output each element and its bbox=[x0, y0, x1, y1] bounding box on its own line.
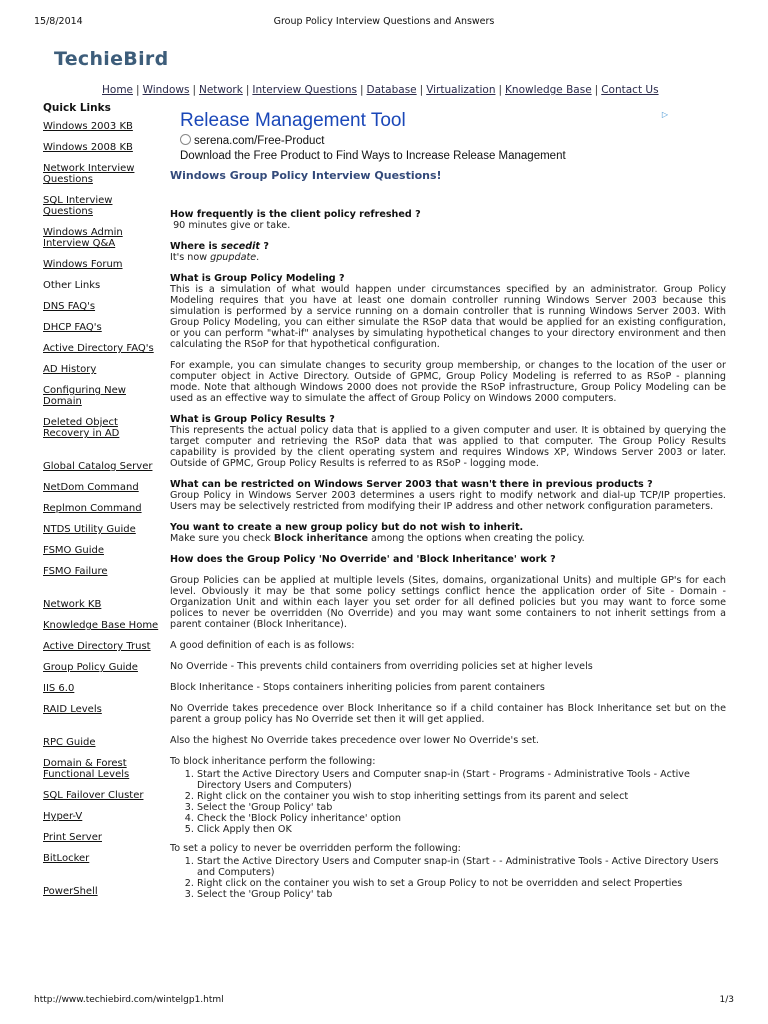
nav-virtualization[interactable]: Virtualization bbox=[426, 84, 496, 96]
advertisement[interactable] bbox=[180, 110, 670, 170]
sidebar-link[interactable]: Group Policy Guide bbox=[43, 662, 138, 673]
sidebar-link[interactable]: FSMO Failure bbox=[43, 566, 108, 577]
sidebar-link[interactable]: SQL Failover Cluster bbox=[43, 790, 144, 801]
qa-block bbox=[170, 209, 726, 231]
sidebar-link[interactable]: Hyper-V bbox=[43, 811, 83, 822]
paragraph bbox=[170, 735, 726, 746]
qa-block bbox=[170, 522, 726, 544]
answer-text-end: among the options when creating the policy. bbox=[368, 533, 585, 544]
answer: To block inheritance perform the following: bbox=[170, 756, 376, 767]
question bbox=[170, 241, 726, 252]
block-inheritance-steps bbox=[170, 769, 726, 835]
answer: No Override - This prevents child containers from overriding policies set at higher levels bbox=[170, 661, 593, 672]
sidebar-link[interactable]: Domain & Forest Functional Levels bbox=[43, 758, 130, 780]
print-header bbox=[0, 16, 768, 30]
adchoices-icon[interactable]: ▷ bbox=[661, 110, 668, 119]
sidebar-link[interactable]: Network Interview Questions bbox=[43, 163, 135, 185]
sidebar-spacer bbox=[43, 587, 161, 599]
question: You want to create a new group policy but do not wish to inherit. bbox=[170, 522, 524, 533]
print-date: 15/8/2014 bbox=[34, 16, 83, 27]
paragraph bbox=[170, 575, 726, 630]
answer-text: It's now bbox=[170, 252, 211, 263]
answer bbox=[170, 533, 726, 544]
nav-home[interactable]: Home bbox=[102, 84, 134, 96]
top-navigation: Home | Windows | Network | Interview Questions | Database | Virtualization | Knowledge Base | Contact Us bbox=[102, 84, 659, 96]
sidebar-spacer bbox=[43, 449, 161, 461]
answer: A good definition of each is as follows: bbox=[170, 640, 355, 651]
sidebar-spacer bbox=[43, 874, 161, 886]
qa-block bbox=[170, 241, 726, 263]
sidebar-spacer bbox=[43, 725, 161, 737]
print-url: http://www.techiebird.com/wintelgp1.html bbox=[34, 995, 224, 1005]
sidebar-link[interactable]: Print Server bbox=[43, 832, 102, 843]
sidebar-link[interactable]: Active Directory FAQ's bbox=[43, 343, 154, 354]
question: What is Group Policy Results ? bbox=[170, 414, 335, 425]
answer: Block Inheritance - Stops containers inheriting policies from parent containers bbox=[170, 682, 545, 693]
sidebar-link[interactable]: SQL Interview Questions bbox=[43, 195, 113, 217]
sidebar-link[interactable]: FSMO Guide bbox=[43, 545, 104, 556]
question: What is Group Policy Modeling ? bbox=[170, 273, 345, 284]
sidebar-link[interactable]: Deleted Object Recovery in AD bbox=[43, 417, 120, 439]
list-item: 1. Start the Active Directory Users and Computer snap-in (Start - - Administrative Tools - Active Directory Users and Computers) bbox=[197, 856, 726, 878]
sidebar-link[interactable]: Network KB bbox=[43, 599, 102, 610]
list-item: 3. Select the 'Group Policy' tab bbox=[197, 802, 726, 813]
qa-block bbox=[170, 479, 726, 512]
qa-block bbox=[170, 414, 726, 469]
sidebar-link[interactable]: Windows 2008 KB bbox=[43, 142, 133, 153]
question: How frequently is the client policy refreshed ? bbox=[170, 209, 421, 220]
list-item: 5. Click Apply then OK bbox=[197, 824, 726, 835]
ad-url[interactable] bbox=[180, 134, 670, 147]
sidebar-link[interactable]: NetDom Command bbox=[43, 482, 139, 493]
paragraph bbox=[170, 661, 726, 672]
print-footer bbox=[0, 995, 768, 1009]
answer bbox=[170, 220, 726, 231]
list-item: 2. Right click on the container you wish to set a Group Policy to not be overridden and select Properties bbox=[197, 878, 726, 889]
sidebar-link[interactable]: Active Directory Trust bbox=[43, 641, 151, 652]
answer: This is a simulation of what would happen under circumstances specified by an administrator. Group Policy Modeling requires that you have at least one domain controller running Windows Server 2003 because this simulation is performed by a service running on a domain controller that is running Windows Server 2003. With Group Policy Modeling, you can either simulate the RSoP data that would be applied for an existing configuration, or you can perform "what-if" analyses by simulating hypothetical changes to your directory environment and then calculating the RSoP for that hypothetical configuration. bbox=[170, 284, 726, 350]
ad-url-icon bbox=[180, 134, 191, 145]
sidebar-link[interactable]: Configuring New Domain bbox=[43, 385, 126, 407]
nav-knowledge-base[interactable]: Knowledge Base bbox=[505, 84, 592, 96]
sidebar-link[interactable]: DNS FAQ's bbox=[43, 301, 96, 312]
paragraph bbox=[170, 682, 726, 693]
list-item: 1. Start the Active Directory Users and Computer snap-in (Start - Programs - Administrative Tools - Active Directory Users and Computers) bbox=[197, 769, 726, 791]
sidebar-link[interactable]: RPC Guide bbox=[43, 737, 96, 748]
ad-url-text: serena.com/Free-Product bbox=[194, 135, 325, 147]
answer: No Override takes precedence over Block Inheritance so if a child container has Block Inheritance set but on the parent a group policy has No Override set then it will get applied. bbox=[170, 703, 726, 725]
nav-network[interactable]: Network bbox=[198, 84, 243, 96]
answer-text-end: . bbox=[256, 252, 260, 263]
question-text: Where is bbox=[170, 241, 221, 252]
answer: For example, you can simulate changes to security group membership, or changes to the location of the user or computer object in Active Directory. Outside of GPMC, Group Policy Modeling is referred to as RSoP - planning mode. Note that although Windows 2000 does not provide the RSoP infrastructure, Group Policy Modeling can be used as an effective way to simulate the affect of Group Policy on Windows 2000 computers. bbox=[170, 360, 726, 404]
quick-links-heading: Quick Links bbox=[43, 102, 111, 114]
answer: Group Policies can be applied at multiple levels (Sites, domains, organizational Units) and multiple GP's for each level. Obviously it may be that some policy settings conflict hence the application order of Site - Domain - Organization Unit and within each layer you set order for all defined policies but you may want to force some polices to never be overridden (No Override) and you may want some containers to not inherit settings from a parent container (Block Inheritance). bbox=[170, 575, 726, 630]
sidebar-link[interactable]: Windows Forum bbox=[43, 259, 123, 270]
question: What can be restricted on Windows Server 2003 that wasn't there in previous products ? bbox=[170, 479, 653, 490]
page-title: Windows Group Policy Interview Questions! bbox=[170, 169, 442, 182]
question: How does the Group Policy 'No Override' and 'Block Inheritance' work ? bbox=[170, 554, 556, 565]
list-item: 4. Check the 'Block Policy inheritance' option bbox=[197, 813, 726, 824]
answer: Also the highest No Override takes precedence over lower No Override's set. bbox=[170, 735, 539, 746]
nav-interview-questions[interactable]: Interview Questions bbox=[252, 84, 357, 96]
answer: This represents the actual policy data that is applied to a given computer and user. It is obtained by querying the target computer and retrieving the RSoP data that was applied to that computer. The Group Policy Results capability is provided by the client operating system and requires Windows XP, Windows Server 2003 or later. Outside of GPMC, Group Policy Results is referred to as RSoP - logging mode. bbox=[170, 425, 726, 469]
question-text-end: ? bbox=[260, 241, 269, 252]
answer-bold: Block inheritance bbox=[273, 533, 369, 544]
paragraph bbox=[170, 640, 726, 651]
sidebar-link[interactable]: Global Catalog Server bbox=[43, 461, 153, 472]
print-page-number: 1/3 bbox=[719, 995, 734, 1005]
sidebar-link[interactable]: Windows Admin Interview Q&A bbox=[43, 227, 123, 249]
answer: To set a policy to never be overridden perform the following: bbox=[170, 843, 461, 854]
qa-block bbox=[170, 273, 726, 350]
answer bbox=[170, 252, 726, 263]
sidebar-link[interactable]: IIS 6.0 bbox=[43, 683, 75, 694]
print-title: Group Policy Interview Questions and Answers bbox=[273, 16, 495, 27]
nav-windows[interactable]: Windows bbox=[142, 84, 190, 96]
sidebar-section-label: Other Links bbox=[43, 280, 101, 291]
ad-title-link[interactable]: Release Management Tool bbox=[180, 110, 406, 131]
article-content bbox=[170, 170, 726, 908]
answer-text: Make sure you check bbox=[170, 533, 274, 544]
sidebar-link[interactable]: DHCP FAQ's bbox=[43, 322, 102, 333]
answer-text: 90 minutes give or take. bbox=[173, 220, 291, 231]
sidebar-link[interactable]: Windows 2003 KB bbox=[43, 121, 133, 132]
list-item: 2. Right click on the container you wish to stop inheriting settings from its parent and select bbox=[197, 791, 726, 802]
sidebar-link[interactable]: RAID Levels bbox=[43, 704, 102, 715]
sidebar-link[interactable]: AD History bbox=[43, 364, 97, 375]
qa-block bbox=[170, 554, 726, 565]
paragraph bbox=[170, 360, 726, 404]
paragraph bbox=[170, 703, 726, 725]
nav-contact-us[interactable]: Contact Us bbox=[601, 84, 659, 96]
site-logo[interactable]: TechieBird bbox=[54, 48, 169, 70]
sidebar-link[interactable]: PowerShell bbox=[43, 886, 98, 897]
sidebar-link[interactable]: Knowledge Base Home bbox=[43, 620, 159, 631]
quick-links-sidebar bbox=[43, 102, 161, 907]
question-emphasis: secedit bbox=[220, 241, 260, 252]
sidebar-link[interactable]: Replmon Command bbox=[43, 503, 142, 514]
list-item: 3. Select the 'Group Policy' tab bbox=[197, 889, 726, 900]
sidebar-link[interactable]: BitLocker bbox=[43, 853, 90, 864]
answer: Group Policy in Windows Server 2003 determines a users right to modify network and dial-up TCP/IP properties. Users may be selectively restricted from modifying their IP address and other network configuration parameters. bbox=[170, 490, 726, 512]
ad-description: Download the Free Product to Find Ways to Increase Release Management bbox=[180, 150, 566, 162]
nav-database[interactable]: Database bbox=[366, 84, 417, 96]
sidebar-link[interactable]: NTDS Utility Guide bbox=[43, 524, 136, 535]
no-override-steps bbox=[170, 856, 726, 900]
answer-emphasis: gpupdate bbox=[210, 252, 257, 263]
